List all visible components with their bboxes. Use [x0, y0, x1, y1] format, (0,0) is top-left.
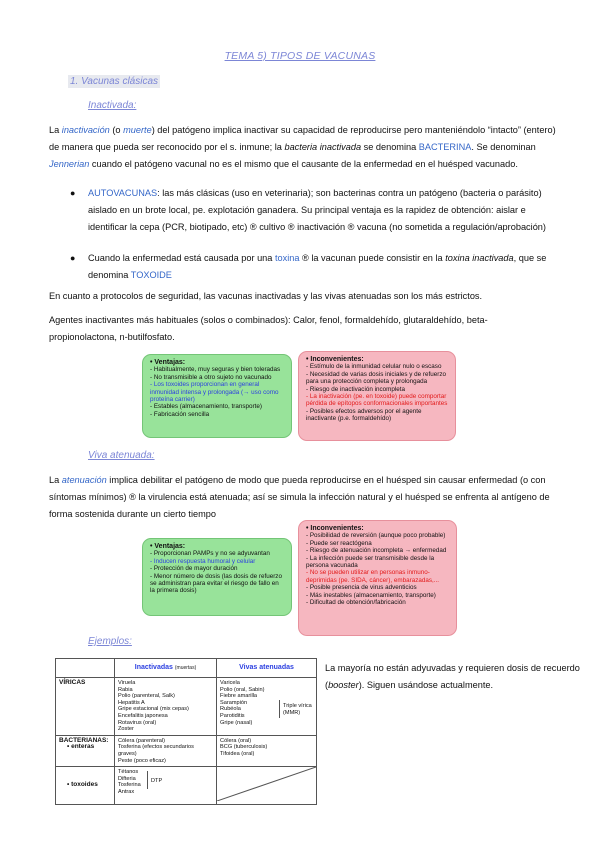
box-item: - Estables (almacenamiento, transporte) [150, 403, 262, 411]
box-title: • Ventajas: [150, 543, 186, 550]
box-item: - Dificultad de obtención/fabricación [306, 599, 406, 607]
bullet-dot: ● [70, 253, 76, 263]
cell-viricas-inactivadas: Viruela Rabia Polio (parenteral, Salk) Hepatitis A Gripe estacional (mix cepas) Encefalitis japonesa Rotavirus (oral) Zoster [115, 678, 217, 736]
box-item: - Posible presencia de virus adventicios [306, 584, 417, 592]
row-label: VÍRICAS [59, 679, 86, 686]
paragraph-seguridad: En cuanto a protocolos de seguridad, las vacunas inactivadas y las vivas atenuadas son los más estrictos. [49, 291, 483, 301]
subheading-ejemplos: Ejemplos: [88, 636, 132, 647]
empty-cell-diagonal [217, 767, 316, 801]
side-note: La mayoría no están adyuvadas y requieren dosis de recuerdo (booster). Siguen usándose actualmente. [325, 663, 580, 690]
box-item: - Menor número de dosis (las dosis de refuerzo se administran para evitar el riesgo de fallo en la primera dosis) [150, 572, 282, 595]
dtp-label: DTP [151, 778, 163, 785]
box-inconvenientes-inactivadas [298, 351, 456, 441]
bullet-toxoide: Cuando la enfermedad está causada por una toxina ® la vacunan puede consistir en la toxina inactivada, que se denomina TOXOIDE [88, 253, 547, 280]
paragraph-inactivacion: La inactivación (o muerte) del patógeno implica inactivar su capacidad de reproducirse pero manteniéndolo “intacto” (entero) de manera que pueda ser reconocido por el s. inmune; la bacteria inactivada se denomina BACTERINA. Se denominan Jennerian cuando el patógeno vacunal no es el mismo que el causante de la enfermedad en el huésped vacunado. [49, 125, 556, 169]
box-item: - No transmisible a otro sujeto no vacunado [150, 373, 272, 381]
box-item: - Posibles efectos adversos por el agente inactivante (p.e. formaldehído) [306, 407, 422, 423]
box-item: - Riesgo de atenuación incompleta → enfermedad [306, 547, 447, 555]
box-item: - Fabricación sencilla [150, 410, 210, 418]
box-title: • Inconvenientes: [306, 525, 364, 532]
subheading-inactivada: Inactivada: [88, 100, 137, 111]
triple-label: Triple vírica (MMR) [283, 703, 312, 716]
box-inconvenientes-atenuadas [298, 520, 457, 636]
box-item: - Riesgo de inactivación incompleta [306, 385, 406, 393]
box-item: - Más inestables (almacenamiento, transporte) [306, 591, 436, 599]
header-vivas: Vivas atenuadas [217, 659, 317, 678]
subheading-viva-atenuada: Viva atenuada: [88, 450, 155, 461]
section-heading: 1. Vacunas clásicas [70, 76, 159, 87]
cell-viricas-vivas: Varicela Polio (oral, Sabin) Fiebre amarilla Sarampión Rubéola Parotiditis Gripe (nasal) Triple vírica (MMR) [217, 678, 317, 736]
box-item: - Proporcionan PAMPs y no se adyuvantan [150, 550, 270, 558]
box-item: - La infección puede ser transmisible desde la persona vacunada [306, 554, 435, 570]
cell-toxoides-inactivadas: Tétanos Difteria Tosferina Antrax DTP [115, 767, 217, 805]
cell-enteras-vivas: Cólera (oral) BCG (tuberculosis) Tifoidea (oral) [217, 735, 317, 766]
box-item: - Estímulo de la inmunidad celular nulo o escaso [306, 363, 442, 371]
box-item: - Inducen respuesta humoral y celular [150, 557, 256, 565]
brace [143, 771, 148, 789]
table-row: BACTERIANAS: • enteras Cólera (parenteral) Tosferina (efectos secundarios graves) Peste (poco eficaz) Cólera (oral) BCG (tuberculosis) Tifoidea (oral) [56, 735, 317, 766]
bullet-autovacunas: AUTOVACUNAS: las más clásicas (uso en veterinaria); son bacterinas contra un patógeno (bacteria o parásito) aislado en un brote local, pe. explotación ganadera. Su principal ventaja es la rapidez de obtención: aislar e identificar la cepa (PCR, biotipado, etc) ® cultivo ® inactivación ® vacuna (no sometida a regulación/aprobación) [88, 188, 546, 232]
box-ventajas-atenuadas [142, 538, 292, 616]
cell-enteras-inactivadas: Cólera (parenteral) Tosferina (efectos secundarios graves) Peste (poco eficaz) [115, 735, 217, 766]
box-ventajas-inactivadas [142, 354, 292, 438]
box-item: - Protección de mayor duración [150, 565, 238, 573]
bullet-dot: ● [70, 188, 76, 198]
box-item: - Puede ser reactógena [306, 539, 372, 547]
cell-toxoides-vivas [217, 767, 317, 805]
paragraph-agentes: Agentes inactivantes más habituales (solos o combinados): Calor, fenol, formaldehído, glutaraldehído, beta-propionolactona, n-butilfosfato. [49, 315, 488, 342]
box-item: - No se pueden utilizar en personas inmuno-deprimidas (pe. SIDA, cáncer), embarazadas,... [306, 569, 439, 584]
box-title: • Inconvenientes: [306, 356, 364, 363]
box-item: - Los toxoides proporcionan en general inmunidad intensa y prolongada (→ uso como proteína carrier) [150, 381, 279, 404]
table-row [56, 678, 317, 736]
examples-table [55, 658, 317, 805]
page-title: TEMA 5) TIPOS DE VACUNAS [224, 50, 376, 62]
box-title: • Ventajas: [150, 359, 186, 366]
brace [257, 700, 280, 718]
paragraph-atenuacion: La atenuación implica debilitar el patógeno de modo que pueda reproducirse en el huésped sin causar enfermedad (o con síntomas mínimos) ® la virulencia está atenuada; así se simula la infección natural y el huésped se enfrenta al antígeno de forma sostenida durante un cierto tiempo [49, 475, 550, 519]
box-item: - Habitualmente, muy seguras y bien toleradas [150, 366, 281, 374]
box-item: - Necesidad de varias dosis iniciales y de refuerzo para una protección completa y prolongada [306, 370, 446, 386]
header-inactivadas: Inactivadas (muertas) [115, 659, 217, 678]
box-item: - Posibilidad de reversión (aunque poco probable) [306, 532, 446, 540]
table-row: • toxoides Tétanos Difteria Tosferina Antrax DTP [56, 767, 317, 805]
box-item: - La inactivación (pe. en toxoide) puede comportar pérdida de epítopos conformacionales importantes [306, 393, 448, 408]
